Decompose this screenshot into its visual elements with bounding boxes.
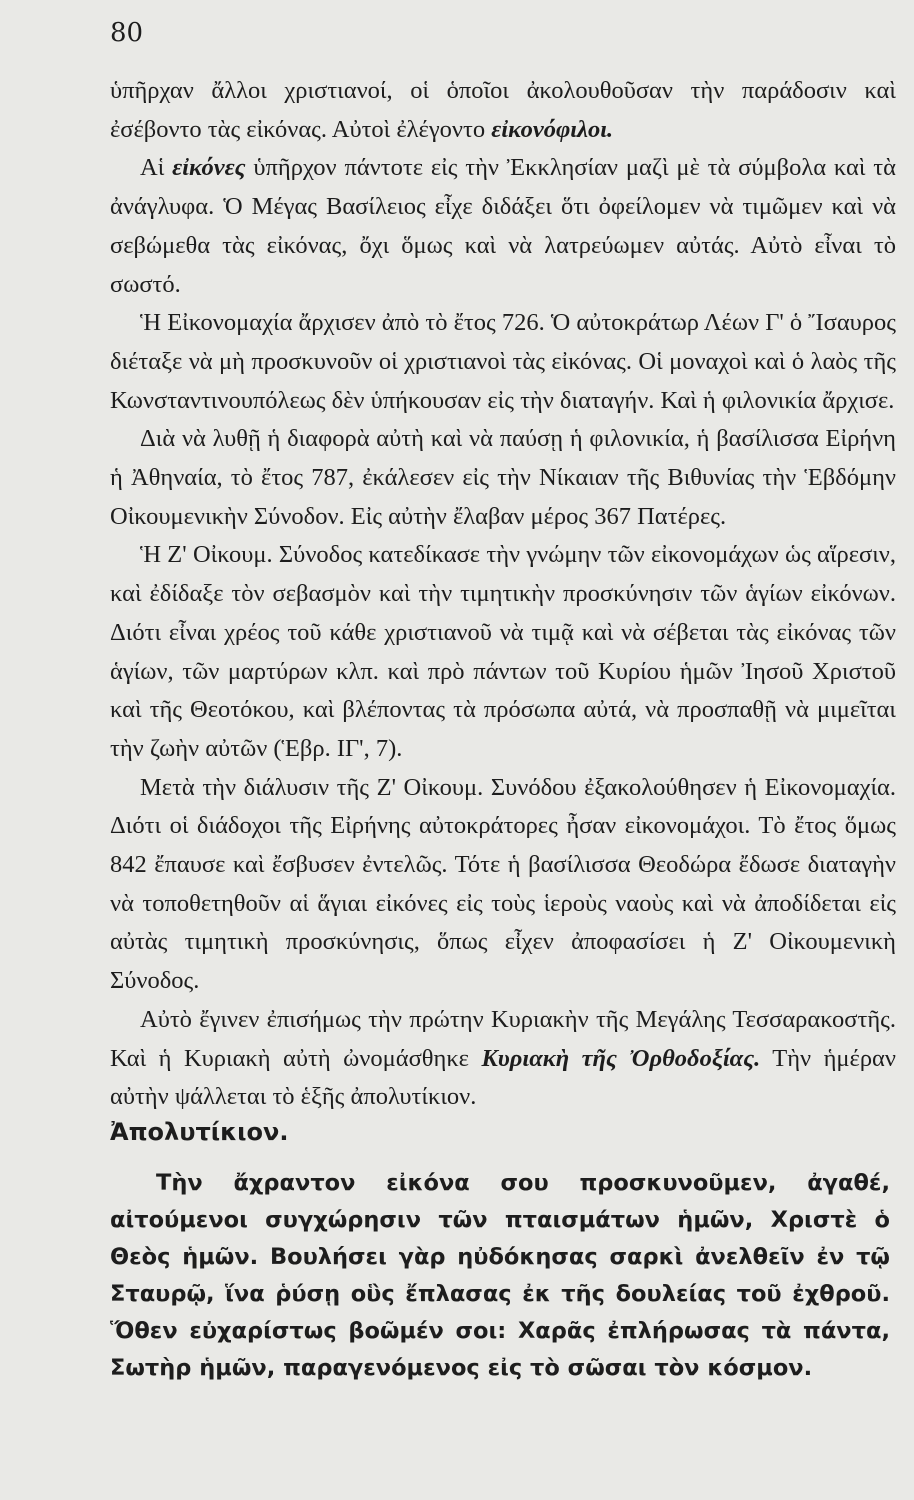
- hymn-text: Τὴν ἄχραντον εἰκόνα σου προσκυνοῦμεν, ἀγαθέ, αἰτούμενοι συγχώρησιν τῶν πταισμάτων ἡμῶν, Χριστὲ ὁ Θεὸς ἡμῶν. Βουλήσει γὰρ ηὐδόκησας σαρκὶ ἀνελθεῖν ἐν τῷ Σταυρῷ, ἵνα ῥύσῃ οὓς ἔπλασας ἐκ τῆς δουλείας τοῦ ἐχθροῦ. Ὅθεν εὐχαρίστως βοῶμέν σοι: Χαρᾶς ἐπλήρωσας τὰ πάντα, Σωτὴρ ἡμῶν, παραγενόμενος εἰς τὸ σῶσαι τὸν κόσμον.: [110, 1170, 890, 1381]
- paragraph-orthodoxy-sunday: [110, 1001, 896, 1117]
- paragraph-council-decision: Ἡ Ζ' Οἰκουμ. Σύνοδος κατεδίκασε τὴν γνώμην τῶν εἰκονομάχων ὡς αἵρεσιν, καὶ ἐδίδαξε τὸν σεβασμὸν καὶ τὴν τιμητικὴν προσκύνησιν τῶν ἁγίων εἰκόνων. Διότι εἶναι χρέος τοῦ κάθε χριστιανοῦ νὰ τιμᾷ καὶ νὰ σέβεται τὰς εἰκόνας τῶν ἁγίων, τῶν μαρτύρων κλπ. καὶ πρὸ πάντων τοῦ Κυρίου ἡμῶν Ἰησοῦ Χριστοῦ καὶ τῆς Θεοτόκου, καὶ βλέποντας τὰ πρόσωπα αὐτά, νὰ προσπαθῇ νὰ μιμεῖται τὴν ζωὴν αὐτῶν (Ἑβρ. ΙΓ', 7).: [110, 541, 896, 762]
- paragraph-iconophiles: [110, 72, 896, 149]
- paragraph-text: ὑπῆρχαν ἄλλοι χριστιανοί, οἱ ὁποῖοι ἀκολουθοῦσαν τὴν παράδοσιν καὶ ἐσέβοντο τὰς εἰκόνας. Αὐτοὶ ἐλέγοντο: [110, 77, 896, 143]
- paragraph-text: ὑπῆρχον πάντοτε εἰς τὴν Ἐκκλησίαν μαζὶ μὲ τὰ σύμβολα καὶ τὰ ἀνάγλυφα. Ὁ Μέγας Βασίλειος εἶχε διδάξει ὅτι ὀφείλομεν νὰ τιμῶμεν καὶ νὰ σεβώμεθα τὰς εἰκόνας, ὄχι ὅμως καὶ νὰ λατρεύωμεν αὐτάς. Αὐτὸ εἶναι τὸ σωστό.: [110, 154, 896, 298]
- hymn-title: Ἀπολυτίκιον.: [110, 1118, 289, 1146]
- paragraph-tail: Τὴν ἡμέραν αὐτὴν ψάλλεται τὸ ἑξῆς ἀπολυτίκιον.: [110, 1044, 896, 1111]
- term-orthodoxy-sunday: Κυριακὴ τῆς Ὀρθοδοξίας.: [481, 1044, 761, 1072]
- paragraph-iconoclasm-start: Ἡ Εἰκονομαχία ἄρχισεν ἀπὸ τὸ ἔτος 726. Ὁ αὐτοκράτωρ Λέων Γ' ὁ Ἴσαυρος διέταξε νὰ μὴ προσκυνοῦν οἱ χριστιανοὶ τὰς εἰκόνας. Οἱ μοναχοὶ καὶ ὁ λαὸς τῆς Κωνσταντινουπόλεως δὲν ὑπήκουσαν εἰς τὴν διαταγήν. Καὶ ἡ φιλονικία ἄρχισε.: [110, 309, 896, 414]
- paragraph-icons: [110, 149, 896, 304]
- paragraph-seventh-council: Διὰ νὰ λυθῇ ἡ διαφορὰ αὐτὴ καὶ νὰ παύσῃ ἡ φιλονικία, ἡ βασίλισσα Εἰρήνη ἡ Ἀθηναία, τὸ ἔτος 787, ἐκάλεσεν εἰς τὴν Νίκαιαν τῆς Βιθυνίας τὴν Ἑβδόμην Οἰκουμενικὴν Σύνοδον. Εἰς αὐτὴν ἔλαβαν μέρος 367 Πατέρες.: [110, 425, 896, 530]
- paragraph-text: Αὐτὸ ἔγινεν ἐπισήμως τὴν πρώτην Κυριακὴν τῆς Μεγάλης Τεσσαρακοστῆς. Καὶ ἡ Κυριακὴ αὐτὴ ὠνομάσθηκε: [110, 1005, 896, 1072]
- body-text: [110, 72, 896, 1117]
- term-icons: εἰκόνες: [172, 154, 246, 182]
- term-iconophiles: εἰκονόφιλοι.: [491, 115, 614, 143]
- paragraph-iconoclasm-end: Μετὰ τὴν διάλυσιν τῆς Ζ' Οἰκουμ. Συνόδου ἐξακολούθησεν ἡ Εἰκονομαχία. Διότι οἱ διάδοχοι τῆς Εἰρήνης αὐτοκράτορες ἦσαν εἰκονομάχοι. Τὸ ἔτος ὅμως 842 ἔπαυσε καὶ ἔσβυσεν ἐντελῶς. Τότε ἡ βασίλισσα Θεοδώρα ἔδωσε διαταγὴν νὰ τοποθετηθοῦν αἱ ἅγιαι εἰκόνες εἰς τοὺς ἱεροὺς ναοὺς καὶ νὰ ἀποδίδεται εἰς αὐτὰς τιμητικὴ προσκύνησις, ὅπως εἶχεν ἀποφασίσει ἡ Ζ' Οἰκουμενικὴ Σύνοδος.: [110, 773, 896, 995]
- paragraph-lead: Αἱ: [140, 154, 173, 182]
- page-number: 80: [110, 18, 144, 48]
